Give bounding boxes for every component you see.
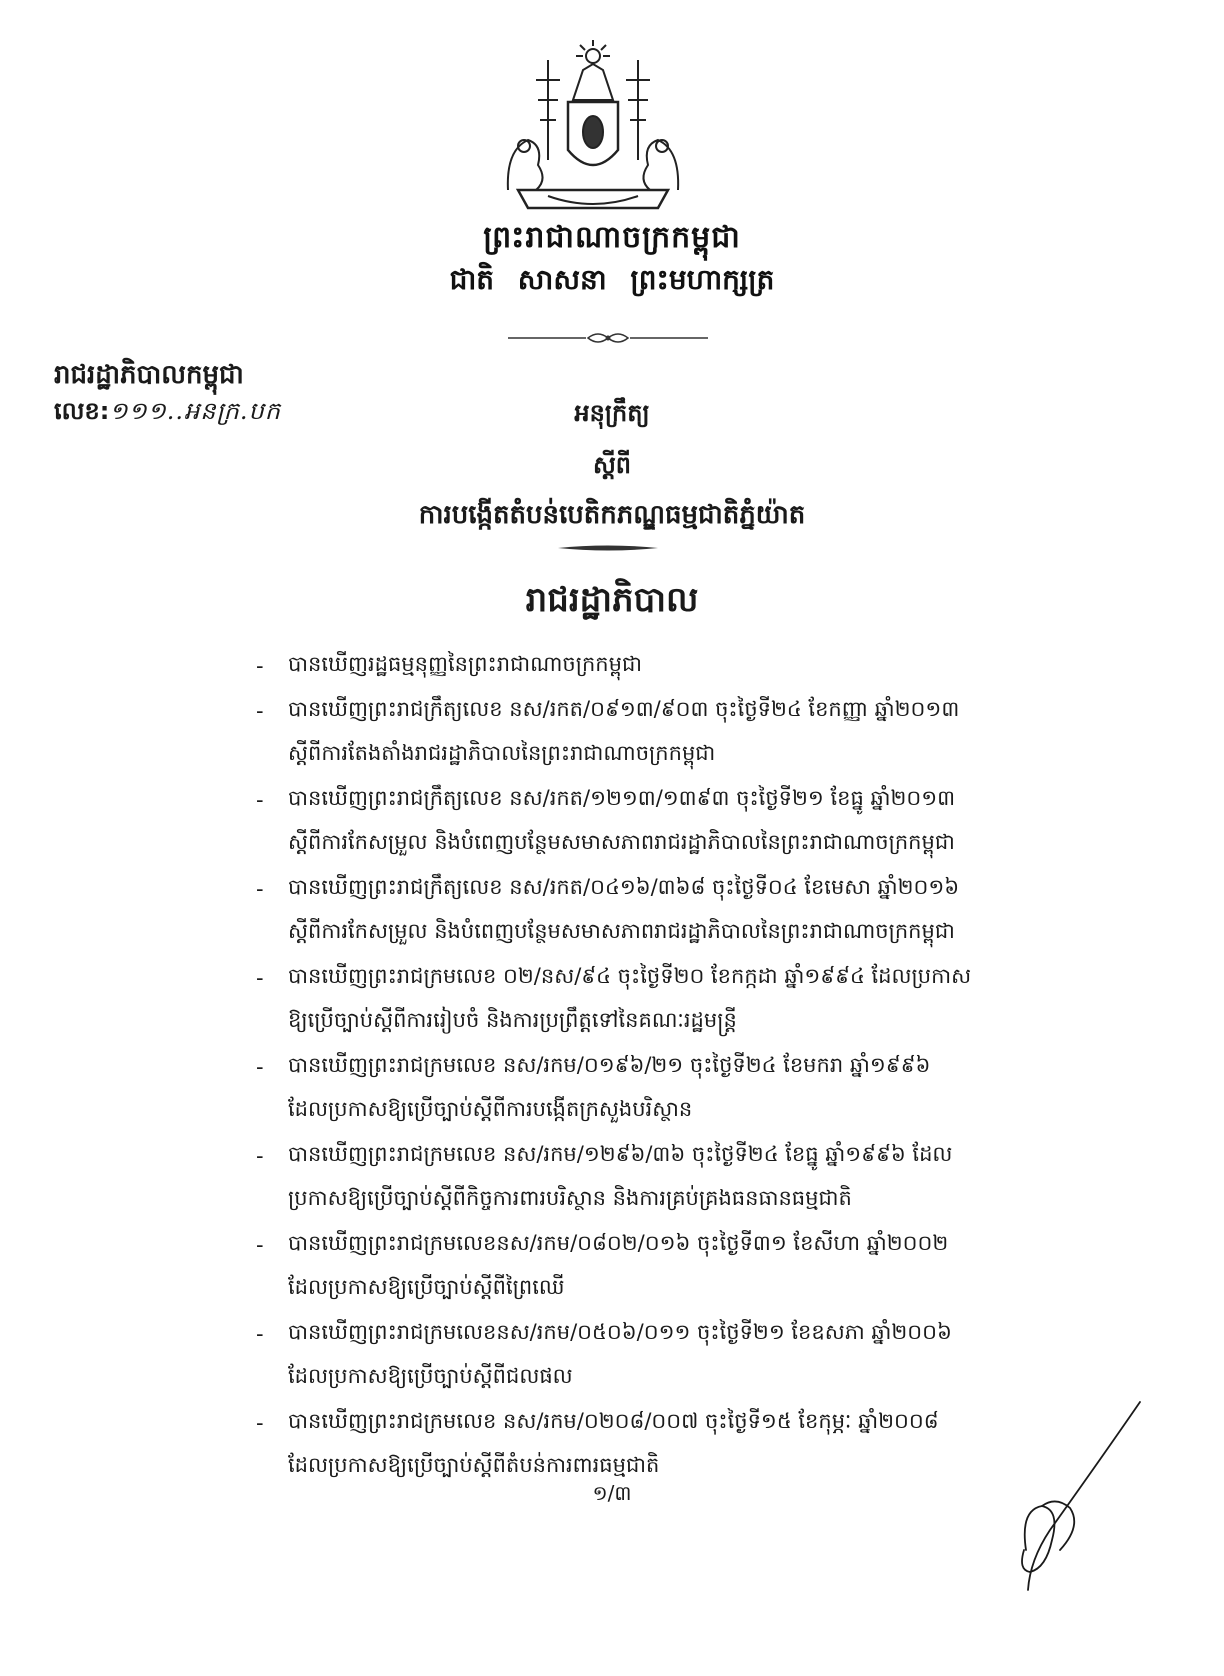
national-motto: ជាតិ សាសនា ព្រះមហាក្សត្រ (449, 263, 775, 296)
reference-number-value: ១១១..អនក្រ.បក (109, 397, 282, 425)
list-bullet: - (256, 966, 264, 990)
list-item (252, 1221, 1052, 1309)
document-about: ស្តីពី (592, 451, 632, 479)
list-item-line: បានឃើញរដ្ឋធម្មនុញ្ញនៃព្រះរាជាណាចក្រកម្ពុជា (288, 652, 642, 676)
list-item-line: បានឃើញព្រះរាជក្រមលេខនស/រកម/០៥០៦/០១១ ចុះថ្ងៃទី២១ ខែឧសភា ឆ្នាំ២០០៦ (288, 1320, 952, 1344)
list-bullet: - (256, 1144, 264, 1168)
list-item (252, 1043, 1052, 1131)
list-item (252, 1399, 1052, 1487)
list-bullet: - (256, 1322, 264, 1346)
issuing-authority: រាជរដ្ឋាភិបាល (525, 580, 699, 620)
list-item-line: បានឃើញព្រះរាជក្រមលេខ នស/រកម/០១៩៦/២១ ចុះថ្ងៃទី២៤ ខែមករា ឆ្នាំ១៩៩៦ (288, 1053, 931, 1077)
list-item-line: ប្រកាសឱ្យប្រើច្បាប់ស្តីពីកិច្ចការពារបរិស្ថាន និងការគ្រប់គ្រងធនធានធម្មជាតិ (288, 1186, 852, 1210)
list-bullet: - (256, 788, 264, 812)
list-item-line: បានឃើញព្រះរាជក្រមលេខ នស/រកម/០២០៨/០០៧ ចុះថ្ងៃទី១៥ ខែកុម្ភៈ ឆ្នាំ២០០៨ (288, 1409, 939, 1433)
list-item-line: បានឃើញព្រះរាជក្រឹត្យលេខ នស/រកត/១២១៣/១៣៩៣ ចុះថ្ងៃទី២១ ខែធ្នូ ឆ្នាំ២០១៣ (288, 786, 956, 810)
considerations-list (252, 642, 1052, 1488)
small-divider-icon (558, 543, 658, 553)
list-item-line: ស្តីពីការកែសម្រួល និងបំពេញបន្ថែមសមាសភាពរាជរដ្ឋាភិបាលនៃព្រះរាជាណាចក្រកម្ពុជា (288, 919, 955, 943)
list-item-line: បានឃើញព្រះរាជក្រមលេខ នស/រកម/១២៩៦/៣៦ ចុះថ្ងៃទី២៤ ខែធ្នូ ឆ្នាំ១៩៩៦ ដែល (288, 1142, 953, 1166)
reference-number-label: លេខ: (54, 397, 110, 425)
kingdom-title: ព្រះរាជាណាចក្រកម្ពុជា (483, 220, 741, 255)
list-bullet: - (256, 1055, 264, 1079)
ornament-divider-icon (508, 330, 708, 346)
list-bullet: - (256, 699, 264, 723)
list-bullet: - (256, 877, 264, 901)
list-item (252, 1132, 1052, 1220)
list-item-line: បានឃើញព្រះរាជក្រមលេខ ០២/នស/៩៤ ចុះថ្ងៃទី២០ ខែកក្កដា ឆ្នាំ១៩៩៤ ដែលប្រកាស (288, 964, 972, 988)
list-bullet: - (256, 654, 264, 678)
list-item-line: ឱ្យប្រើច្បាប់ស្តីពីការរៀបចំ និងការប្រព្រឹត្តទៅនៃគណៈរដ្ឋមន្ត្រី (288, 1008, 737, 1032)
list-item-line: ស្តីពីការតែងតាំងរាជរដ្ឋាភិបាលនៃព្រះរាជាណាចក្រកម្ពុជា (288, 741, 716, 765)
handwritten-signature-icon (990, 1400, 1150, 1600)
list-item-line: ដែលប្រកាសឱ្យប្រើច្បាប់ស្តីពីការបង្កើតក្រសួងបរិស្ថាន (288, 1097, 693, 1121)
royal-coat-of-arms-icon (488, 40, 698, 210)
list-item-line: បានឃើញព្រះរាជក្រឹត្យលេខ នស/រកត/០៤១៦/៣៦៨ ចុះថ្ងៃទី០៤ ខែមេសា ឆ្នាំ២០១៦ (288, 875, 960, 899)
document-type: អនុក្រឹត្យ (574, 399, 650, 427)
government-name: រាជរដ្ឋាភិបាលកម្ពុជា (54, 360, 244, 390)
list-item (252, 687, 1052, 775)
page-number: ១/៣ (592, 1481, 632, 1505)
list-item-line: បានឃើញព្រះរាជក្រឹត្យលេខ នស/រកត/០៩១៣/៩០៣ ចុះថ្ងៃទី២៤ ខែកញ្ញា ឆ្នាំ២០១៣ (288, 697, 960, 721)
list-item (252, 954, 1052, 1042)
list-bullet: - (256, 1411, 264, 1435)
list-item-line: ដែលប្រកាសឱ្យប្រើច្បាប់ស្តីពីព្រៃឈើ (288, 1275, 565, 1299)
list-item-line: ដែលប្រកាសឱ្យប្រើច្បាប់ស្តីពីតំបន់ការពារធម្មជាតិ (288, 1453, 660, 1477)
list-item-line: បានឃើញព្រះរាជក្រមលេខនស/រកម/០៨០២/០១៦ ចុះថ្ងៃទី៣១ ខែសីហា ឆ្នាំ២០០២ (288, 1231, 949, 1255)
list-item-line: ស្តីពីការកែសម្រួល និងបំពេញបន្ថែមសមាសភាពរាជរដ្ឋាភិបាលនៃព្រះរាជាណាចក្រកម្ពុជា (288, 830, 955, 854)
list-item (252, 642, 1052, 686)
list-item-line: ដែលប្រកាសឱ្យប្រើច្បាប់ស្តីពីជលផល (288, 1364, 573, 1388)
list-item (252, 776, 1052, 864)
list-bullet: - (256, 1233, 264, 1257)
list-item (252, 1310, 1052, 1398)
document-subject: ការបង្កើតតំបន់បេតិកភណ្ឌធម្មជាតិភ្នំយ៉ាត (418, 500, 806, 530)
list-item (252, 865, 1052, 953)
